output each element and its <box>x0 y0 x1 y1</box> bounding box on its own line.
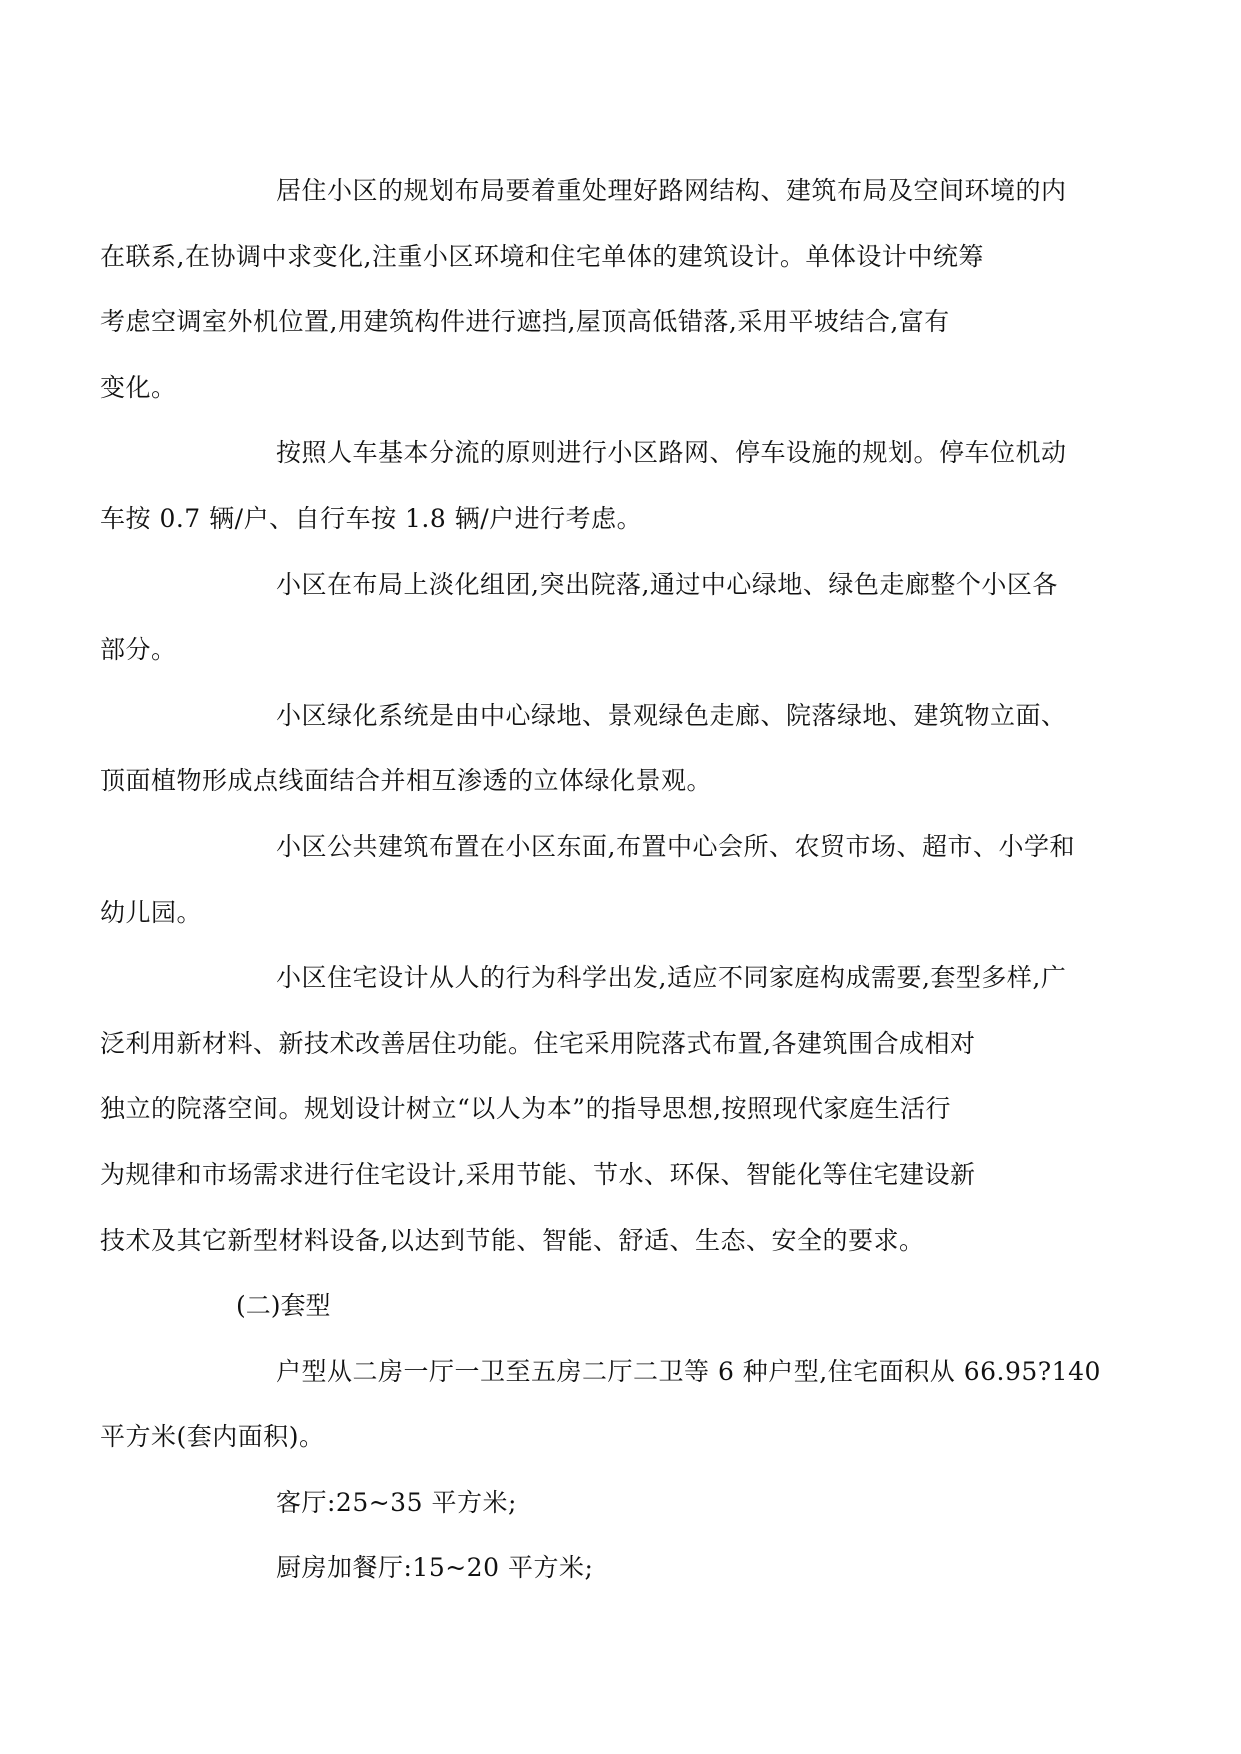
text-line: 户型从二房一厅一卫至五房二厅二卫等 6 种户型,住宅面积从 66.95?140 <box>276 1356 1101 1386</box>
text-line: 顶面植物形成点线面结合并相互渗透的立体绿化景观。 <box>100 766 713 796</box>
text-line: 部分。 <box>100 635 177 665</box>
text-line: 按照人车基本分流的原则进行小区路网、停车设施的规划。停车位机动 <box>276 438 1067 468</box>
text-line: 小区公共建筑布置在小区东面,布置中心会所、农贸市场、超市、小学和 <box>276 831 1075 861</box>
text-line: 车按 0.7 辆/户、自行车按 1.8 辆/户进行考虑。 <box>100 503 643 533</box>
text-line: 为规律和市场需求进行住宅设计,采用节能、节水、环保、智能化等住宅建设新 <box>100 1159 976 1189</box>
text-line: 幼儿园。 <box>100 897 203 927</box>
text-line: 厨房加餐厅:15~20 平方米; <box>276 1553 594 1583</box>
text-line: 独立的院落空间。规划设计树立“以人为本”的指导思想,按照现代家庭生活行 <box>100 1094 952 1124</box>
paragraph-living-room <box>188 1470 1058 1536</box>
paragraph-public-buildings <box>100 814 1075 945</box>
text-line: 小区住宅设计从人的行为科学出发,适应不同家庭构成需要,套型多样,广 <box>276 963 1067 993</box>
text-line: 在联系,在协调中求变化,注重小区环境和住宅单体的建筑设计。单体设计中统筹 <box>100 241 984 271</box>
text-line: 居住小区的规划布局要着重处理好路网结构、建筑布局及空间环境的内 <box>276 176 1067 205</box>
text-line: 小区绿化系统是由中心绿地、景观绿色走廊、院落绿地、建筑物立面、 <box>276 700 1067 730</box>
section-heading: (二)套型 <box>236 1291 331 1321</box>
paragraph-unit-types <box>100 1339 1101 1470</box>
text-line: 小区在布局上淡化组团,突出院落,通过中心绿地、绿色走廊整个小区各 <box>276 569 1058 599</box>
paragraph-traffic-parking <box>100 420 1067 551</box>
text-line: 考虑空调室外机位置,用建筑构件进行遮挡,屋顶高低错落,采用平坡结合,富有 <box>100 307 950 337</box>
text-line: 客厅:25~35 平方米; <box>276 1487 517 1517</box>
paragraph-planning-layout <box>100 158 1067 420</box>
paragraph-kitchen-dining <box>188 1535 1058 1601</box>
text-line: 平方米(套内面积)。 <box>100 1422 325 1452</box>
text-line: 泛利用新材料、新技术改善居住功能。住宅采用院落式布置,各建筑围合成相对 <box>100 1028 976 1058</box>
text-line: 技术及其它新型材料设备,以达到节能、智能、舒适、生态、安全的要求。 <box>100 1225 925 1255</box>
text-line: 变化。 <box>100 372 177 402</box>
paragraph-greening-system <box>100 683 1067 814</box>
paragraph-layout-courtyards <box>100 552 1058 683</box>
document-body <box>100 158 1101 1601</box>
paragraph-housing-design <box>100 945 1067 1273</box>
